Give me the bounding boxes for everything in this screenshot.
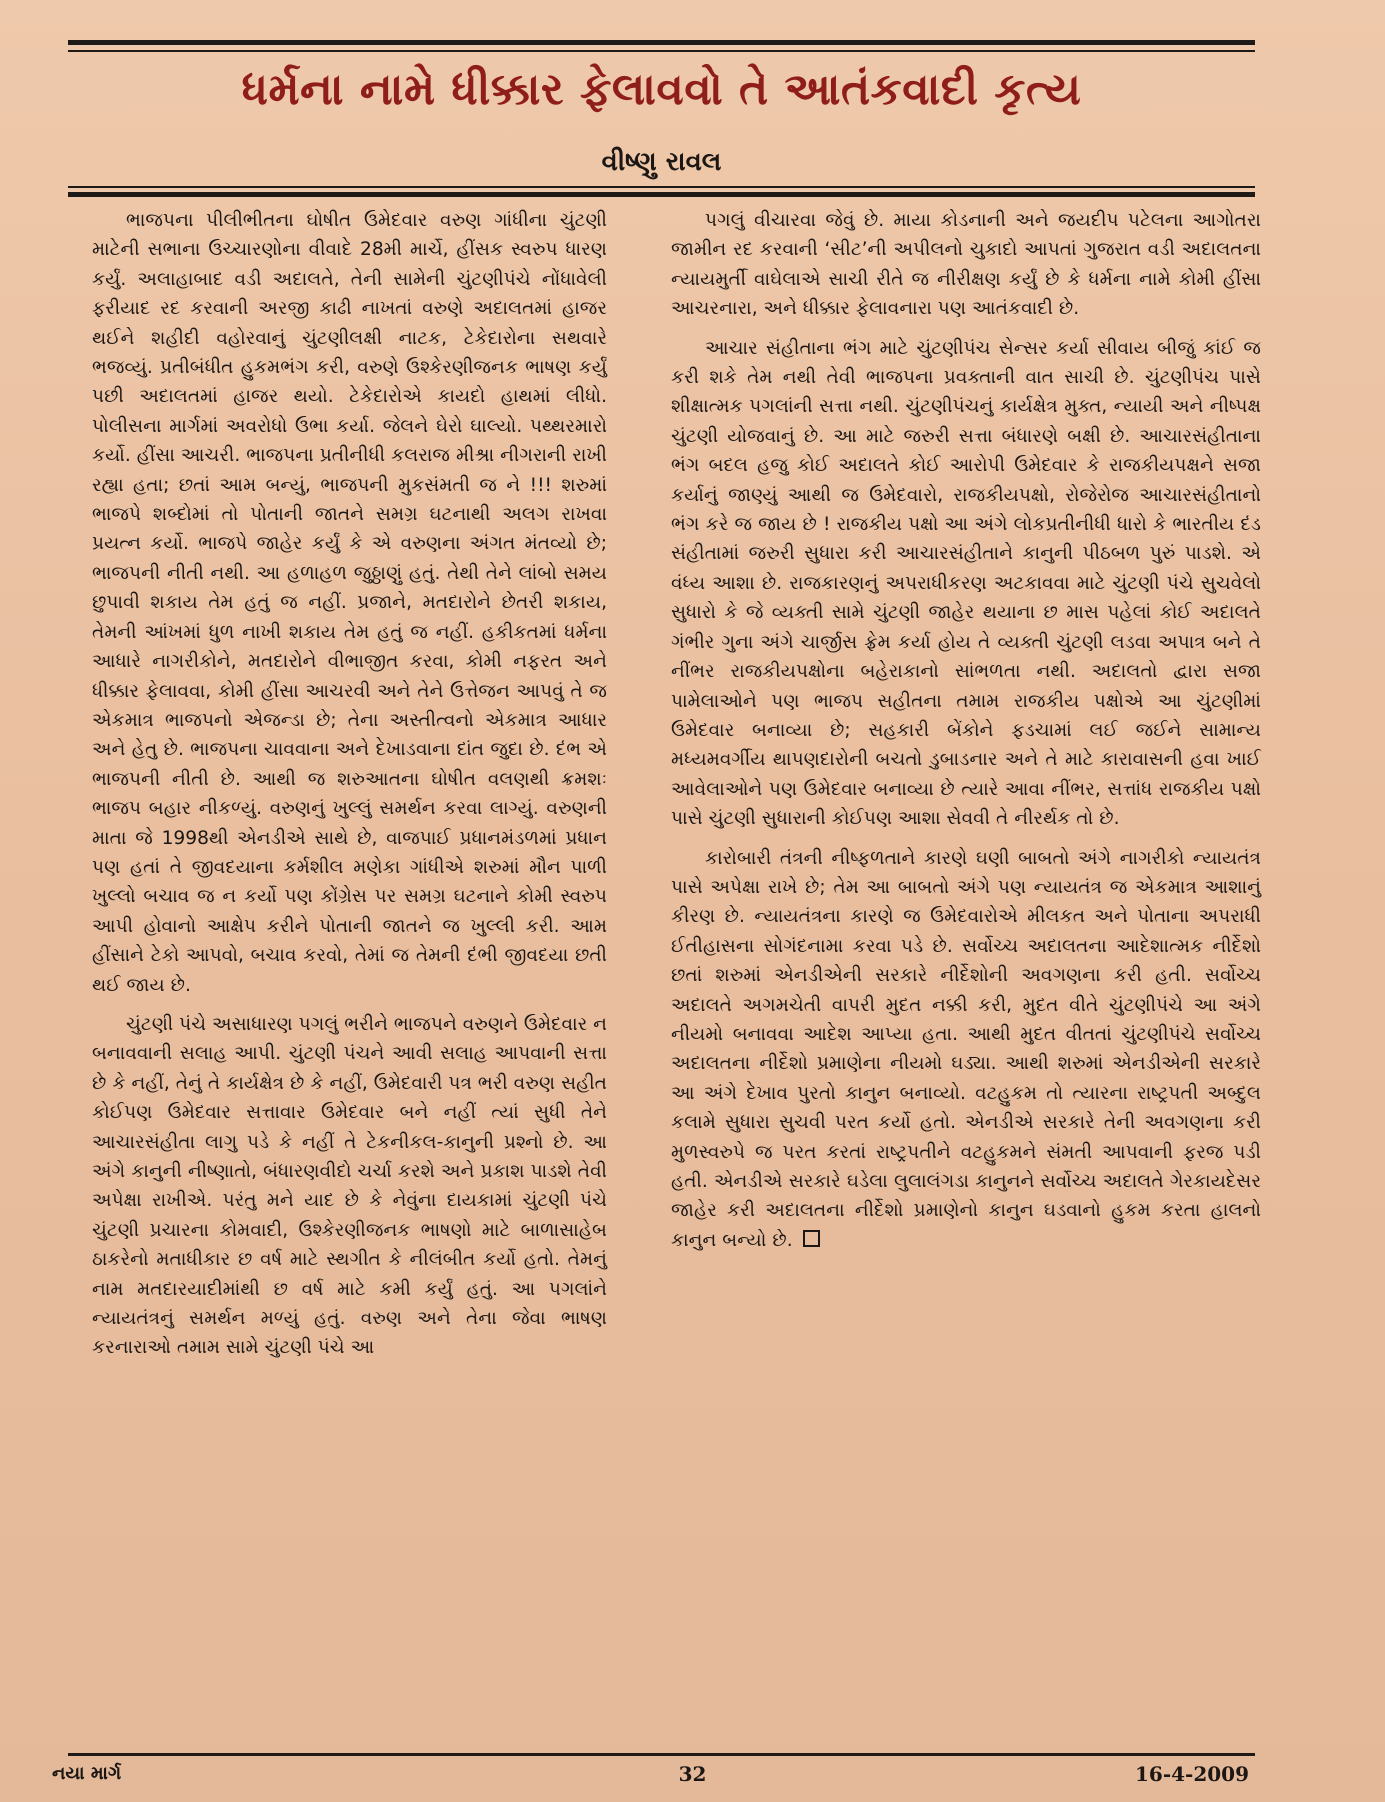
- page-number: 32: [678, 1762, 707, 1786]
- issue-date: 16-4-2009: [1134, 1762, 1249, 1786]
- right-paragraph-3: [671, 844, 1261, 1256]
- footer-rule: [68, 1753, 1255, 1756]
- right-column: [671, 206, 1261, 1265]
- header-rule-thin: [68, 186, 1255, 188]
- left-paragraph-2: ચુંટણી પંચે અસાધારણ પગલું ભરીને ભાજપને વરુણને ઉમેદવાર ન બનાવવાની સલાહ આપી. ચુંટણી પંચને આવી સલાહ આપવાની સત્તા છે કે નહીં, તેનું તે કાર્યક્ષેત્ર છે કે નહીં, ઉમેદવારી પત્ર ભરી વરુણ સહીત કોઈપણ ઉમેદવાર સત્તાવાર ઉમેદવાર બને નહીં ત્યાં સુધી તેને આચારસંહીતા લાગુ પડે કે નહીં તે ટેકનીકલ-કાનુની પ્રશ્નો છે. આ અંગે કાનુની નીષ્ણાતો, બંધારણવીદો ચર્ચા કરશે અને પ્રકાશ પાડશે તેવી અપેક્ષા રાખીએ. પરંતુ મને યાદ છે કે નેવુંના દાયકામાં ચુંટણી પંચે ચુંટણી પ્રચારના કોમવાદી, ઉશ્કેરણીજનક ભાષણો માટે બાળાસાહેબ ઠાકરેનો મતાધીકાર છ વર્ષ માટે સ્થગીત કે નીલંબીત કર્યો હતો. તેમનું નામ મતદારયાદીમાંથી છ વર્ષ માટે કમી કર્યું હતું. આ પગલાંને ન્યાયતંત્રનું સમર્થન મળ્યું હતું. વરુણ અને તેના જેવા ભાષણ કરનારાઓ તમામ સામે ચુંટણી પંચે આ: [92, 1013, 607, 1359]
- article-byline: વીષ્ણુ રાવલ: [601, 147, 722, 177]
- right-paragraph-1: પગલું વીચારવા જેવું છે. માયા કોડનાની અને જયદીપ પટેલના આગોતરા જામીન રદ કરવાની ‘સીટ’ની અપીલનો ચુકાદો આપતાં ગુજરાત વડી અદાલતના ન્યાયમુર્તી વાઘેલાએ સાચી રીતે જ નીરીક્ષણ કર્યું છે કે ધર્મના નામે કોમી હીંસા આચરનારા, અને ધીક્કાર ફેલાવનારા પણ આતંકવાદી છે.: [671, 210, 1261, 320]
- article-headline: ધર્મના નામે ધીક્કાર ફેલાવવો તે આતંકવાદી કૃત્ય: [241, 64, 1082, 115]
- header-rule-thick: [68, 192, 1255, 197]
- end-of-article-icon: [803, 1230, 820, 1247]
- left-paragraph-1: ભાજપના પીલીભીતના ઘોષીત ઉમેદવાર વરુણ ગાંધીના ચુંટણી માટેની સભાના ઉચ્ચારણોના વીવાદે 28મી માર્ચે, હીંસક સ્વરુપ ધારણ કર્યું. અલાહાબાદ વડી અદાલતે, તેની સામેની ચુંટણીપંચે નોંધાવેલી ફરીયાદ રદ કરવાની અરજી કાઢી નાખતાં વરુણે અદાલતમાં હાજર થઈને શહીદી વહોરવાનું ચુંટણીલક્ષી નાટક, ટેકેદારોના સથવારે ભજવ્યું. પ્રતીબંધીત હુકમભંગ કરી, વરુણે ઉશ્કેરણીજનક ભાષણ કર્યું પછી અદાલતમાં હાજર થયો. ટેકેદારોએ કાયદો હાથમાં લીધો. પોલીસના માર્ગમાં અવરોધો ઉભા કર્યા. જેલને ઘેરો ઘાલ્યો. પથ્થરમારો કર્યો. હીંસા આચરી. ભાજપના પ્રતીનીધી કલરાજ મીશ્રા નીગરાની રાખી રહ્યા હતા; છતાં આમ બન્યું, ભાજપની મુકસંમતી જ ને !!! શરુમાં ભાજપે શબ્દોમાં તો પોતાની જાતને સમગ્ર ઘટનાથી અલગ રાખવા પ્રયત્ન કર્યો. ભાજપે જાહેર કર્યું કે એ વરુણના અંગત મંતવ્યો છે; ભાજપની નીતી નથી. આ હળાહળ જુઠ્ઠાણું હતું. તેથી તેને લાંબો સમય છુપાવી શકાય તેમ હતું જ નહીં. પ્રજાને, મતદારોને છેતરી શકાય, તેમની આંખમાં ધુળ નાખી શકાય તેમ હતું જ નહીં. હકીકતમાં ધર્મના આધારે નાગરીકોને, મતદારોને વીભાજીત કરવા, કોમી નફરત અને ધીક્કાર ફેલાવવા, કોમી હીંસા આચરવી અને તેને ઉત્તેજન આપવું તે જ એકમાત્ર ભાજપનો એજન્ડા છે; તેના અસ્તીત્વનો એકમાત્ર આધાર અને હેતુ છે. ભાજપના ચાવવાના અને દેખાડવાના દાંત જુદા છે. દંભ એ ભાજપની નીતી છે. આથી જ શરુઆતના ઘોષીત વલણથી ક્રમશઃ ભાજપ બહાર નીકળ્યું. વરુણનું ખુલ્લું સમર્થન કરવા લાગ્યું. વરુણની માતા જે 1998થી એનડીએ સાથે છે, વાજપાઈ પ્રધાનમંડળમાં પ્રધાન પણ હતાં તે જીવદયાના કર્મશીલ મણેકા ગાંધીએ શરુમાં મૌન પાળી ખુલ્લો બચાવ જ ન કર્યો પણ કોંગ્રેસ પર સમગ્ર ઘટનાને કોમી સ્વરુપ આપી હોવાનો આક્ષેપ કરીને પોતાની જાતને જ ખુલ્લી કરી. આમ હીંસાને ટેકો આપવો, બચાવ કરવો, તેમાં જ તેમની દંભી જીવદયા છતી થઈ જાય છે.: [92, 210, 607, 996]
- magazine-name: નયા માર્ગ: [52, 1763, 122, 1784]
- top-rule-thick: [68, 40, 1255, 45]
- top-rule-thin: [68, 50, 1255, 52]
- right-paragraph-3-text: કારોબારી તંત્રની નીષ્ફળતાને કારણે ઘણી બાબતો અંગે નાગરીકો ન્યાયતંત્ર પાસે અપેક્ષા રાખે છે; તેમ આ બાબતો અંગે પણ ન્યાયતંત્ર જ એકમાત્ર આશાનું કીરણ છે. ન્યાયતંત્રના કારણે જ ઉમેદવારોએ મીલકત અને પોતાના અપરાધી ઈતીહાસના સોગંદનામા કરવા પડે છે. સર્વોચ્ચ અદાલતના આદેશાત્મક નીર્દેશો છતાં શરુમાં એનડીએની સરકારે નીર્દેશોની અવગણના કરી હતી. સર્વોચ્ચ અદાલતે અગમચેતી વાપરી મુદત નક્કી કરી, મુદત વીતે ચુંટણીપંચે આ અંગે નીયમો બનાવવા આદેશ આપ્યા હતા. આથી મુદત વીતતાં ચુંટણીપંચે સર્વોચ્ચ અદાલતના નીર્દેશો પ્રમાણેના નીયમો ઘડ્યા. આથી શરુમાં એનડીએની સરકારે આ અંગે દેખાવ પુરતો કાનુન બનાવ્યો. વટહુકમ તો ત્યારના રાષ્ટ્રપતી અબ્દુલ કલામે સુધારા સુચવી પરત કર્યો હતો. એનડીએ સરકારે તેની અવગણના કરી મુળસ્વરુપે જ પરત કરતાં રાષ્ટ્રપતીને વટહુકમને સંમતી આપવાની ફરજ પડી હતી. એનડીએ સરકારે ઘડેલા લુલાલંગડા કાનુનને સર્વોચ્ચ અદાલતે ગેરકાયદેસર જાહેર કરી અદાલતના નીર્દેશો પ્રમાણેનો કાનુન ઘડવાનો હુકમ કરતા હાલનો કાનુન બન્યો છે.: [671, 847, 1261, 1251]
- right-paragraph-2: આચાર સંહીતાના ભંગ માટે ચુંટણીપંચ સેન્સર કર્યા સીવાય બીજું કાંઈ જ કરી શકે તેમ નથી તેવી ભાજપના પ્રવક્તાની વાત સાચી છે. ચુંટણીપંચ પાસે શીક્ષાત્મક પગલાંની સત્તા નથી. ચુંટણીપંચનું કાર્યક્ષેત્ર મુક્ત, ન્યાયી અને નીષ્પક્ષ ચુંટણી યોજવાનું છે. આ માટે જરુરી સત્તા બંધારણે બક્ષી છે. આચારસંહીતાના ભંગ બદલ હજુ કોઈ અદાલતે કોઈ આરોપી ઉમેદવાર કે રાજકીયપક્ષને સજા કર્યાનું જાણ્યું આથી જ ઉમેદવારો, રાજકીયપક્ષો, રોજેરોજ આચારસંહીતાનો ભંગ કરે જ જાય છે ! રાજકીય પક્ષો આ અંગે લોકપ્રતીનીધી ધારો કે ભારતીય દંડ સંહીતામાં જરુરી સુધારા કરી આચારસંહીતાને કાનુની પીઠબળ પુરું પાડશે. એ વંધ્ય આશા છે. રાજકારણનું અપરાધીકરણ અટકાવવા માટે ચુંટણી પંચે સુચવેલો સુધારો કે જે વ્યક્તી સામે ચુંટણી જાહેર થયાના છ માસ પહેલાં કોઈ અદાલતે ગંભીર ગુના અંગે ચાર્જીસ ફ્રેમ કર્યા હોય તે વ્યક્તી ચુંટણી લડવા અપાત્ર બને તે નીંભર રાજકીયપક્ષોના બહેરાકાનો સાંભળતા નથી. અદાલતો દ્વારા સજા પામેલાઓને પણ ભાજપ સહીતના તમામ રાજકીય પક્ષોએ આ ચુંટણીમાં ઉમેદવાર બનાવ્યા છે; સહકારી બેંકોને ફડચામાં લઈ જઈને સામાન્ય મધ્યમવર્ગીય થાપણદારોની બચતો ડુબાડનાર અને તે માટે કારાવાસની હવા ખાઈ આવેલાઓને પણ ઉમેદવાર બનાવ્યા છે ત્યારે આવા નીંભર, સત્તાંધ રાજકીય પક્ષો પાસે ચુંટણી સુધારાની કોઈપણ આશા સેવવી તે નીરર્થક તો છે.: [671, 337, 1261, 830]
- left-column: [92, 206, 607, 1373]
